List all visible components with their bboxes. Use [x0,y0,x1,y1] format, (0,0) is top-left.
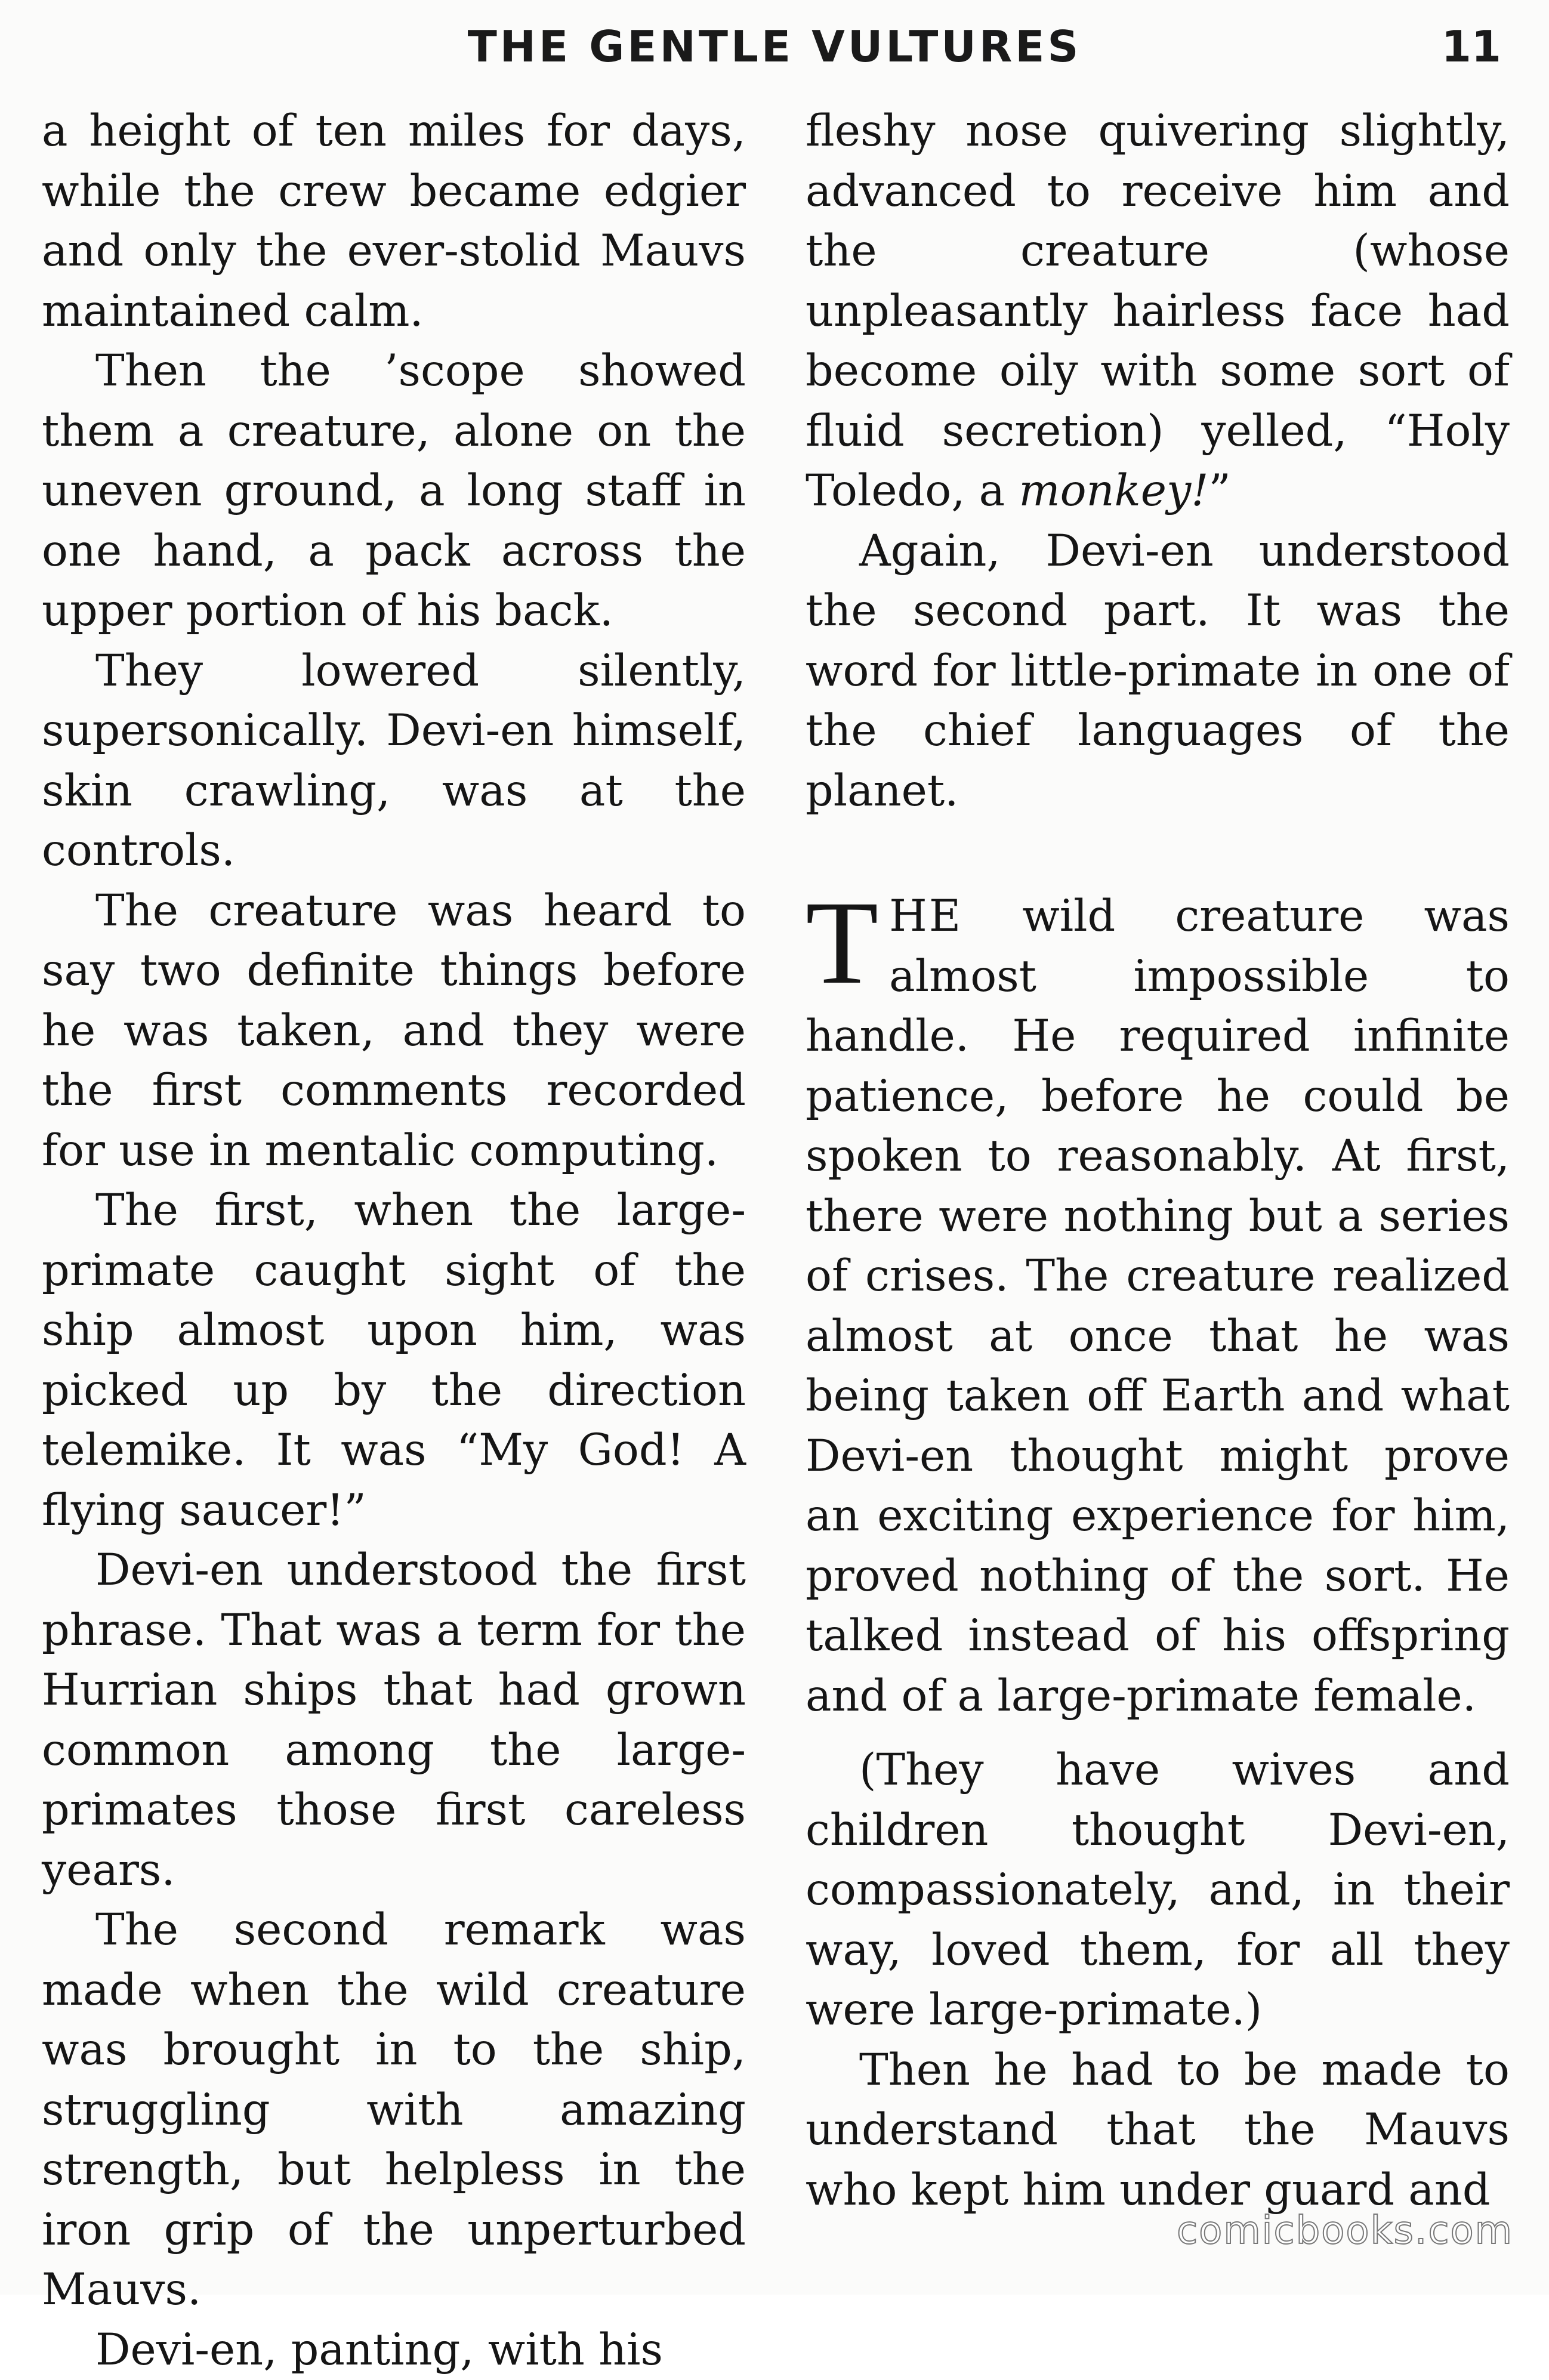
page-number: 11 [1442,21,1501,72]
paragraph: Devi-en understood the first phrase. That was a term for the Hurrian ships that had grown common among the large-primates those first careless years. [42,1541,746,1900]
paragraph-text: fleshy nose quivering slightly, advanced to receive him and the creature (whose unpleasantly hairless face had become oily with some sort of fluid secretion) yelled, “Holy Toledo, a [806,106,1510,516]
paragraph: Then he had to be made to understand that the Mauvs who kept him under guard and [806,2041,1510,2221]
paragraph: The creature was heard to say two definite things before he was taken, and they were the first comments recorded for use in mentalic computing. [42,881,746,1181]
section-break [806,821,1510,887]
running-title: THE GENTLE VULTURES [0,21,1549,72]
lead-caps: HE [889,891,962,941]
paragraph: a height of ten miles for days, while the crew became edgier and only the ever-stolid Mauvs maintained calm. [42,101,746,341]
paragraph: (They have wives and children thought Devi-en, compassionately, and, in their way, loved them, for all they were large-primate.) [806,1740,1510,2041]
right-column [806,101,1510,2220]
closing-quote: ” [1209,465,1231,516]
running-head [0,18,1549,84]
paragraph-with-drop-cap [806,887,1510,1726]
italic-text: monkey! [1019,465,1208,516]
paragraph: Again, Devi-en understood the second part. It was the word for little-primate in one of the chief languages of the planet. [806,521,1510,822]
site-watermark: comicbooks.com [1177,2209,1513,2253]
paragraph: Devi-en, panting, with his [42,2320,746,2380]
paragraph [806,101,1510,521]
paragraph: Then the ’scope showed them a creature, alone on the uneven ground, a long staff in one hand, a pack across the upper portion of his back. [42,341,746,641]
paragraph-text: wild creature was almost impossible to handle. He required infinite patience, before he could be spoken to reasonably. At first, there were nothing but a series of crises. The creature realized almost at once that he was being taken off Earth and what Devi-en thought might prove an exciting experience for him, proved nothing of the sort. He talked instead of his offspring and of a large-primate female. [806,891,1510,1721]
drop-cap: T [806,893,878,994]
paragraph: They lowered silently, supersonically. Devi-en himself, skin crawling, was at the controls. [42,641,746,881]
paragraph: The second remark was made when the wild creature was brought in to the ship, struggling with amazing strength, but helpless in the iron grip of the unperturbed Mauvs. [42,1900,746,2320]
paragraph: The first, when the large-primate caught sight of the ship almost upon him, was picked up by the direction telemike. It was “My God! A flying saucer!” [42,1181,746,1541]
left-column [42,101,746,2380]
